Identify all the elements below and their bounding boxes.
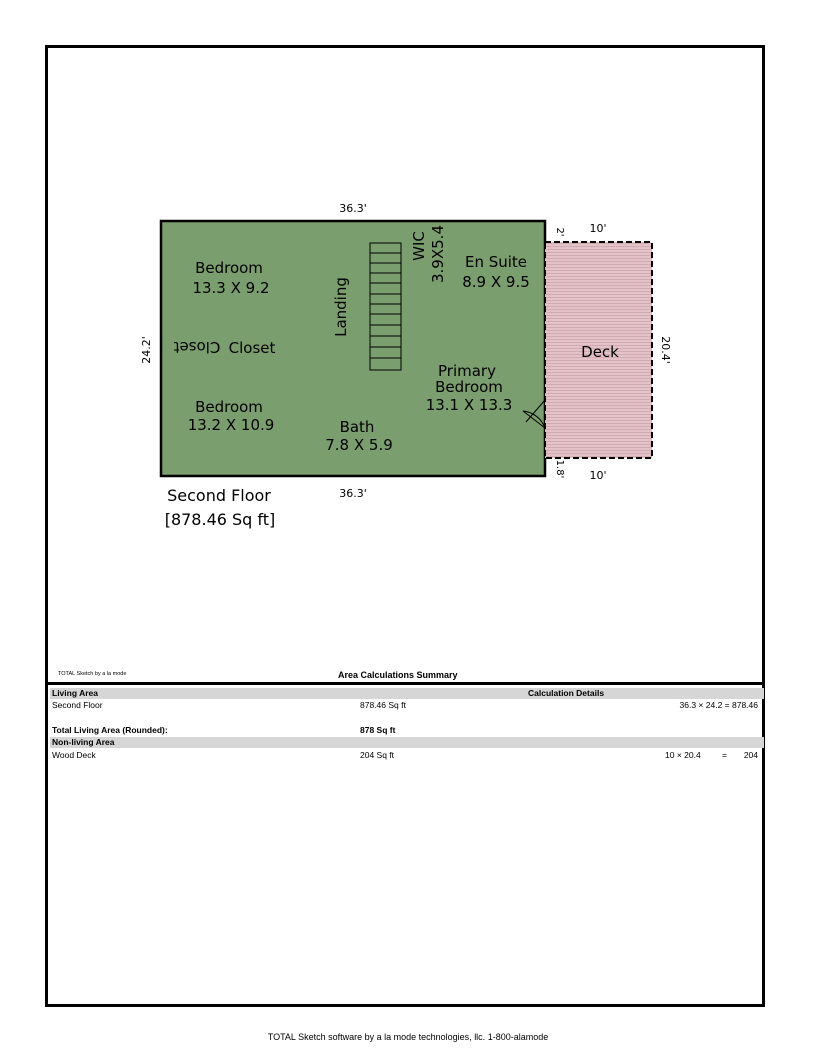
room-closet-name: Closet xyxy=(228,339,276,357)
row-area: 878.46 Sq ft xyxy=(360,700,406,710)
floor-label: Second Floor xyxy=(167,486,271,505)
living-area-header xyxy=(50,688,764,699)
nonliving-area-label: Non-living Area xyxy=(52,737,115,747)
dim-deck-bottom: 10' xyxy=(589,469,607,482)
living-area-label: Living Area xyxy=(52,688,98,698)
room-primary-name1: Primary xyxy=(438,362,496,380)
calc-details-label: Calculation Details xyxy=(528,688,605,698)
dim-left: 24.2' xyxy=(140,336,153,364)
dim-top: 36.3' xyxy=(339,202,367,215)
total-row xyxy=(50,725,764,736)
summary-title: Area Calculations Summary xyxy=(338,670,458,680)
room-bedroom1-name: Bedroom xyxy=(195,259,263,277)
dim-offset-top: 2' xyxy=(554,227,565,237)
room-ensuite-name: En Suite xyxy=(464,253,528,271)
page-footer: TOTAL Sketch software by a la mode technologies, llc. 1-800-alamode xyxy=(267,1032,549,1042)
floor-area: [878.46 Sq ft] xyxy=(164,510,276,529)
row-result: 204 xyxy=(743,750,758,760)
dim-deck-top: 10' xyxy=(589,222,607,235)
room-bedroom1-size: 13.3 X 9.2 xyxy=(192,279,270,297)
room-bath-size: 7.8 X 5.9 xyxy=(325,436,393,454)
row-equals: = xyxy=(722,750,727,760)
row-calc: 10 × 20.4 xyxy=(665,750,701,760)
room-landing: Landing xyxy=(332,277,350,337)
total-label: Total Living Area (Rounded): xyxy=(52,725,168,735)
room-primary-size: 13.1 X 13.3 xyxy=(425,396,513,414)
room-bedroom2-name: Bedroom xyxy=(195,398,263,416)
dim-deck-right: 20.4' xyxy=(659,336,672,364)
row-area: 204 Sq ft xyxy=(360,750,395,760)
table-row xyxy=(50,750,764,761)
row-label: Second Floor xyxy=(52,700,103,710)
nonliving-area-header xyxy=(50,737,764,748)
room-primary-name2: Bedroom xyxy=(435,378,503,396)
row-label: Wood Deck xyxy=(52,750,96,760)
dim-offset-bottom: 1.8' xyxy=(554,459,565,479)
table-row xyxy=(50,700,764,711)
room-deck: Deck xyxy=(581,343,619,361)
room-wic-size: 3.9X5.4 xyxy=(429,225,447,283)
dim-bottom: 36.3' xyxy=(339,487,367,500)
total-value: 878 Sq ft xyxy=(360,725,396,735)
summary-separator xyxy=(45,682,765,685)
room-bath-name: Bath xyxy=(339,418,375,436)
row-calc: 36.3 × 24.2 = 878.46 xyxy=(679,700,758,710)
room-ensuite-size: 8.9 X 9.5 xyxy=(462,273,530,291)
room-closet-mirrored: Closet xyxy=(173,338,221,356)
brand-label: TOTAL Sketch by a la mode xyxy=(58,671,127,677)
room-bedroom2-size: 13.2 X 10.9 xyxy=(187,416,275,434)
room-wic-name: WIC xyxy=(410,231,428,261)
